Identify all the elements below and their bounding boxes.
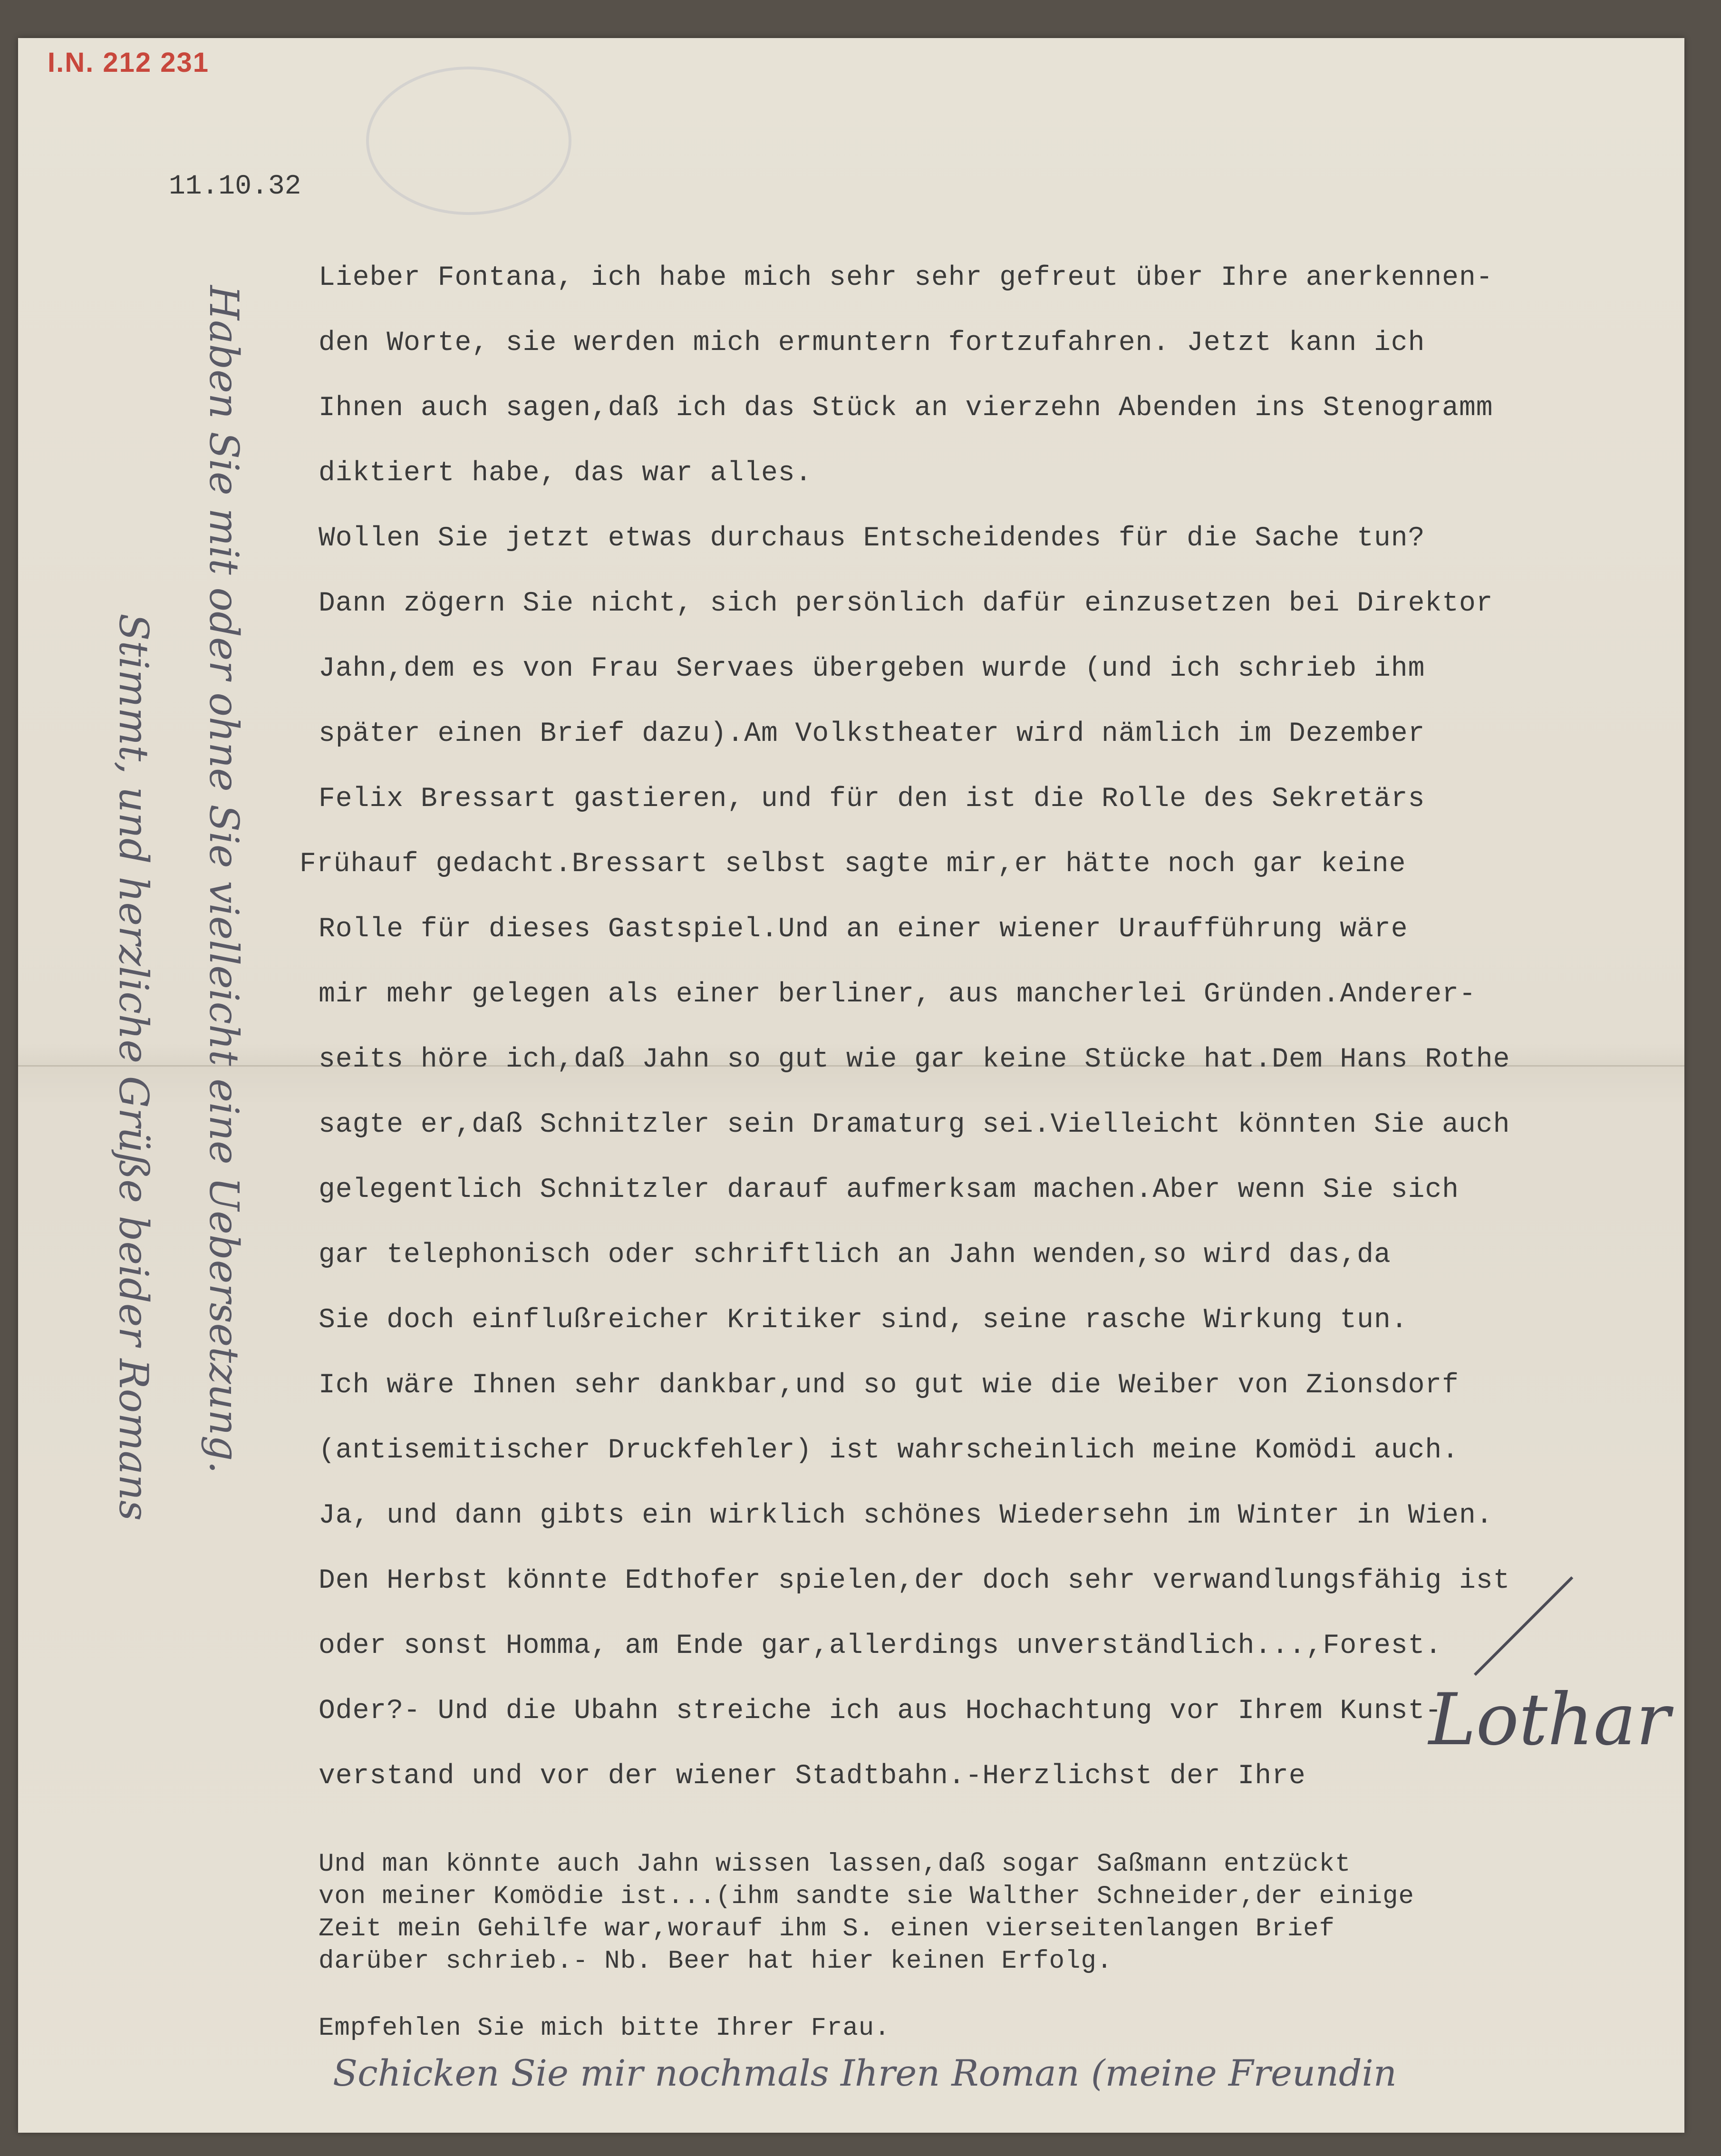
body-line: seits höre ich,daß Jahn so gut wie gar keine Stücke hat.Dem Hans Rothe xyxy=(319,1044,1510,1075)
body-line: den Worte, sie werden mich ermuntern fortzufahren. Jetzt kann ich xyxy=(319,328,1425,359)
body-line: gar telephonisch oder schriftlich an Jahn wenden,so wird das,da xyxy=(319,1240,1391,1271)
body-line: Oder?- Und die Ubahn streiche ich aus Hochachtung vor Ihrem Kunst- xyxy=(319,1696,1442,1727)
letter-date: 11.10.32 xyxy=(169,171,301,202)
body-line: Felix Bressart gastieren, und für den ist die Rolle des Sekretärs xyxy=(319,784,1425,815)
body-line: Jahn,dem es von Frau Servaes übergeben wurde (und ich schrieb ihm xyxy=(319,653,1425,684)
body-line: Sie doch einflußreicher Kritiker sind, seine rasche Wirkung tun. xyxy=(319,1305,1408,1336)
body-line: (antisemitischer Druckfehler) ist wahrscheinlich meine Komödi auch. xyxy=(319,1435,1459,1466)
postscript-line: von meiner Komödie ist...(ihm sandte sie Walther Schneider,der einige xyxy=(319,1882,1414,1911)
postscript-line: Und man könnte auch Jahn wissen lassen,daß sogar Saßmann entzückt xyxy=(319,1850,1351,1879)
body-line: gelegentlich Schnitzler darauf aufmerksam machen.Aber wenn Sie sich xyxy=(319,1175,1459,1205)
body-line: Lieber Fontana, ich habe mich sehr sehr gefreut über Ihre anerkennen- xyxy=(319,262,1493,293)
signature: Lothar xyxy=(1429,1679,1670,1761)
body-line: verstand und vor der wiener Stadtbahn.-Herzlichst der Ihre xyxy=(319,1761,1306,1792)
body-line: sagte er,daß Schnitzler sein Dramaturg sei.Vielleicht könnten Sie auch xyxy=(319,1109,1510,1140)
faint-stamp xyxy=(366,67,571,215)
body-line: mir mehr gelegen als einer berliner, aus mancherlei Gründen.Anderer- xyxy=(319,979,1476,1010)
body-line: oder sonst Homma, am Ende gar,allerdings unverständlich...,Forest. xyxy=(319,1631,1442,1661)
margin-note-2: Stimmt, und herzliche Grüße beider Romans xyxy=(110,613,157,1521)
body-line: später einen Brief dazu).Am Volkstheater wird nämlich im Dezember xyxy=(319,719,1425,749)
postscript-line: Zeit mein Gehilfe war,worauf ihm S. einen vierseitenlangen Brief xyxy=(319,1914,1335,1943)
closing-line: Empfehlen Sie mich bitte Ihrer Frau. xyxy=(319,2014,890,2043)
body-line: Frühauf gedacht.Bressart selbst sagte mir,er hätte noch gar keine xyxy=(300,849,1406,880)
body-line: Dann zögern Sie nicht, sich persönlich dafür einzusetzen bei Direktor xyxy=(319,588,1493,619)
body-line: Ihnen auch sagen,daß ich das Stück an vierzehn Abenden ins Stenogramm xyxy=(319,393,1493,424)
body-line: Ja, und dann gibts ein wirklich schönes Wiedersehn im Winter in Wien. xyxy=(319,1500,1493,1531)
body-line: diktiert habe, das war alles. xyxy=(319,458,812,489)
body-line: Wollen Sie jetzt etwas durchaus Entscheidendes für die Sache tun? xyxy=(319,523,1425,554)
body-line: Den Herbst könnte Edthofer spielen,der doch sehr verwandlungsfähig ist xyxy=(319,1565,1510,1596)
postscript-line: darüber schrieb.- Nb. Beer hat hier keinen Erfolg. xyxy=(319,1947,1113,1976)
margin-note-1: Haben Sie mit oder ohne Sie vielleicht eine Uebersetzung. xyxy=(201,285,247,1474)
archive-mark: I.N. 212 231 xyxy=(48,47,209,78)
body-line: Rolle für dieses Gastspiel.Und an einer wiener Uraufführung wäre xyxy=(319,914,1408,945)
body-line: Ich wäre Ihnen sehr dankbar,und so gut wie die Weiber von Zionsdorf xyxy=(319,1370,1459,1401)
bottom-handwritten-note: Schicken Sie mir nochmals Ihren Roman (meine Freundin xyxy=(333,2052,1397,2094)
